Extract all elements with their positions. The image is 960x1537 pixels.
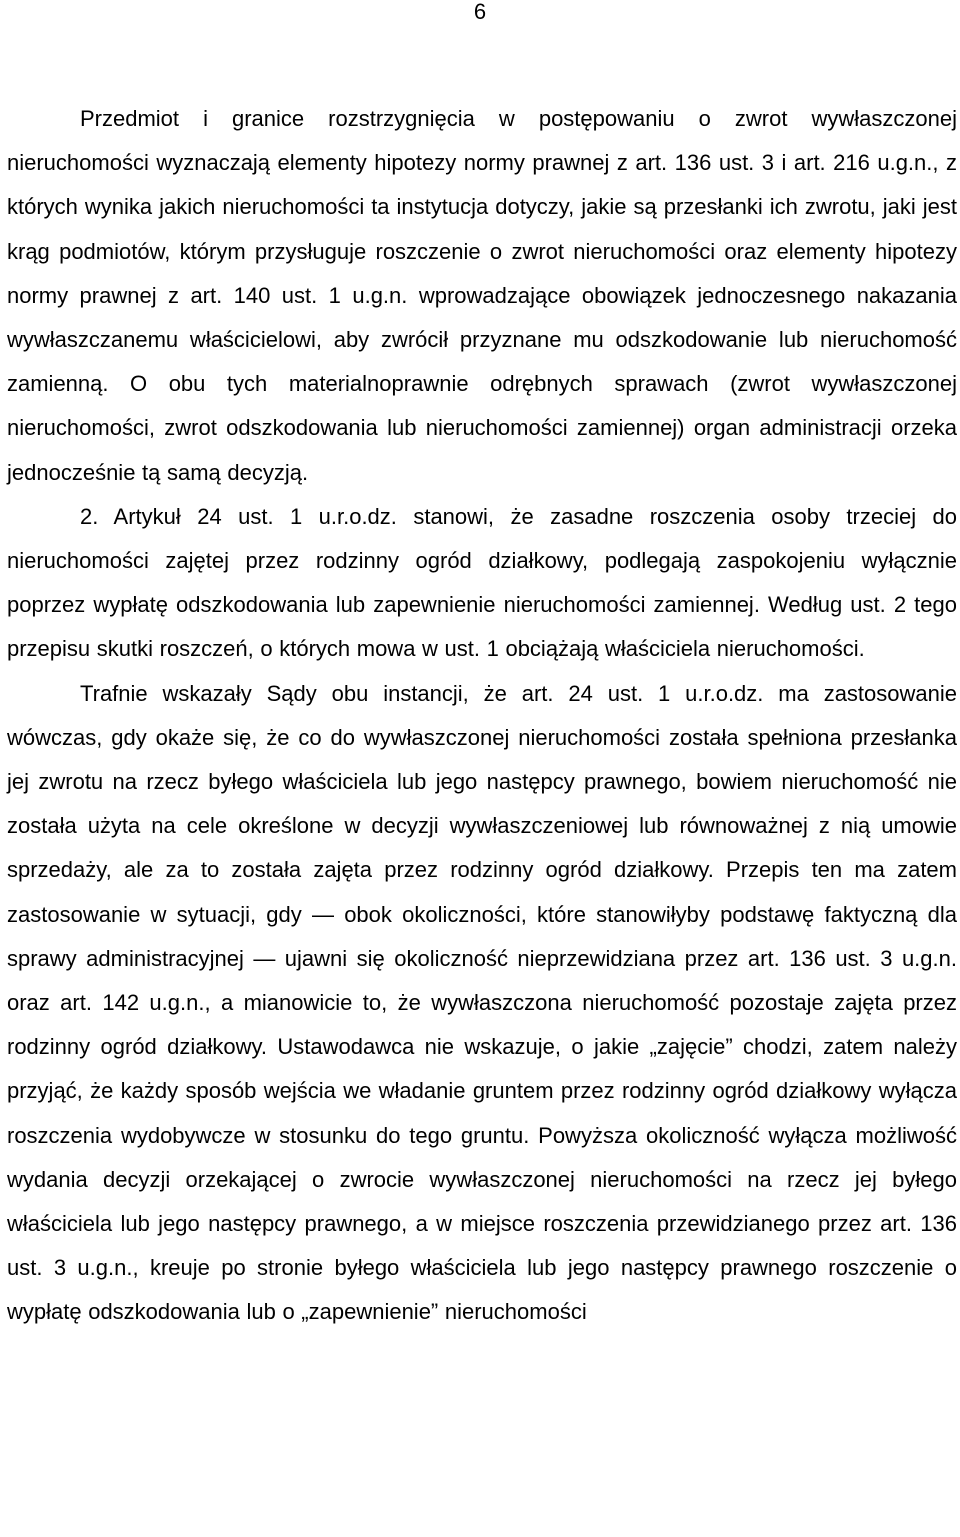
- page-number: 6: [473, 0, 487, 24]
- document-body: [7, 97, 957, 1335]
- paragraph-courts-reasoning: Trafnie wskazały Sądy obu instancji, że art. 24 ust. 1 u.r.o.dz. ma zastosowanie wówczas, gdy okaże się, że co do wywłaszczonej nieruchomości została spełniona przesłanka jej zwrotu na rzecz byłego właściciela lub jego następcy prawnego, bowiem nieruchomość nie została użyta na cele określone w decyzji wywłaszczeniowej lub równoważnej z nią umowie sprzedaży, ale za to została zajęta przez rodzinny ogród działkowy. Przepis ten ma zatem zastosowanie w sytuacji, gdy — obok okoliczności, które stanowiłyby podstawę faktyczną dla sprawy administracyjnej — ujawni się okoliczność nieprzewidziana przez art. 136 ust. 3 u.g.n. oraz art. 142 u.g.n., a mianowicie to, że wywłaszczona nieruchomość pozostaje zajęta przez rodzinny ogród działkowy. Ustawodawca nie wskazuje, o jakie „zajęcie” chodzi, zatem należy przyjąć, że każdy sposób wejścia we władanie gruntem przez rodzinny ogród działkowy wyłącza roszczenia wydobywcze w stosunku do tego gruntu. Powyższa okoliczność wyłącza możliwość wydania decyzji orzekającej o zwrocie wywłaszczonej nieruchomości na rzecz jej byłego właściciela lub jego następcy prawnego, a w miejsce roszczenia przewidzianego przez art. 136 ust. 3 u.g.n., kreuje po stronie byłego właściciela lub jego następcy prawnego roszczenie o wypłatę odszkodowania lub o „zapewnienie” nieruchomości: [7, 680, 957, 1325]
- paragraph-article-24: 2. Artykuł 24 ust. 1 u.r.o.dz. stanowi, że zasadne roszczenia osoby trzeciej do nieruchomości zajętej przez rodzinny ogród działkowy, podlegają zaspokojeniu wyłącznie poprzez wypłatę odszkodowania lub zapewnienie nieruchomości zamiennej. Według ust. 2 tego przepisu skutki roszczeń, o których mowa w ust. 1 obciążają właściciela nieruchomości.: [7, 503, 957, 662]
- paragraph-scope-of-decision: Przedmiot i granice rozstrzygnięcia w postępowaniu o zwrot wywłaszczonej nieruchomości wyznaczają elementy hipotezy normy prawnej z art. 136 ust. 3 i art. 216 u.g.n., z których wynika jakich nieruchomości ta instytucja dotyczy, jakie są przesłanki ich zwrotu, jaki jest krąg podmiotów, którym przysługuje roszczenie o zwrot nieruchomości oraz elementy hipotezy normy prawnej z art. 140 ust. 1 u.g.n. wprowadzające obowiązek jednoczesnego nakazania wywłaszczanemu właścicielowi, aby zwrócił przyznane mu odszkodowanie lub nieruchomość zamienną. O obu tych materialnoprawnie odrębnych sprawach (zwrot wywłaszczonej nieruchomości, zwrot odszkodowania lub nieruchomości zamiennej) organ administracji orzeka jednocześnie tą samą decyzją.: [7, 106, 957, 485]
